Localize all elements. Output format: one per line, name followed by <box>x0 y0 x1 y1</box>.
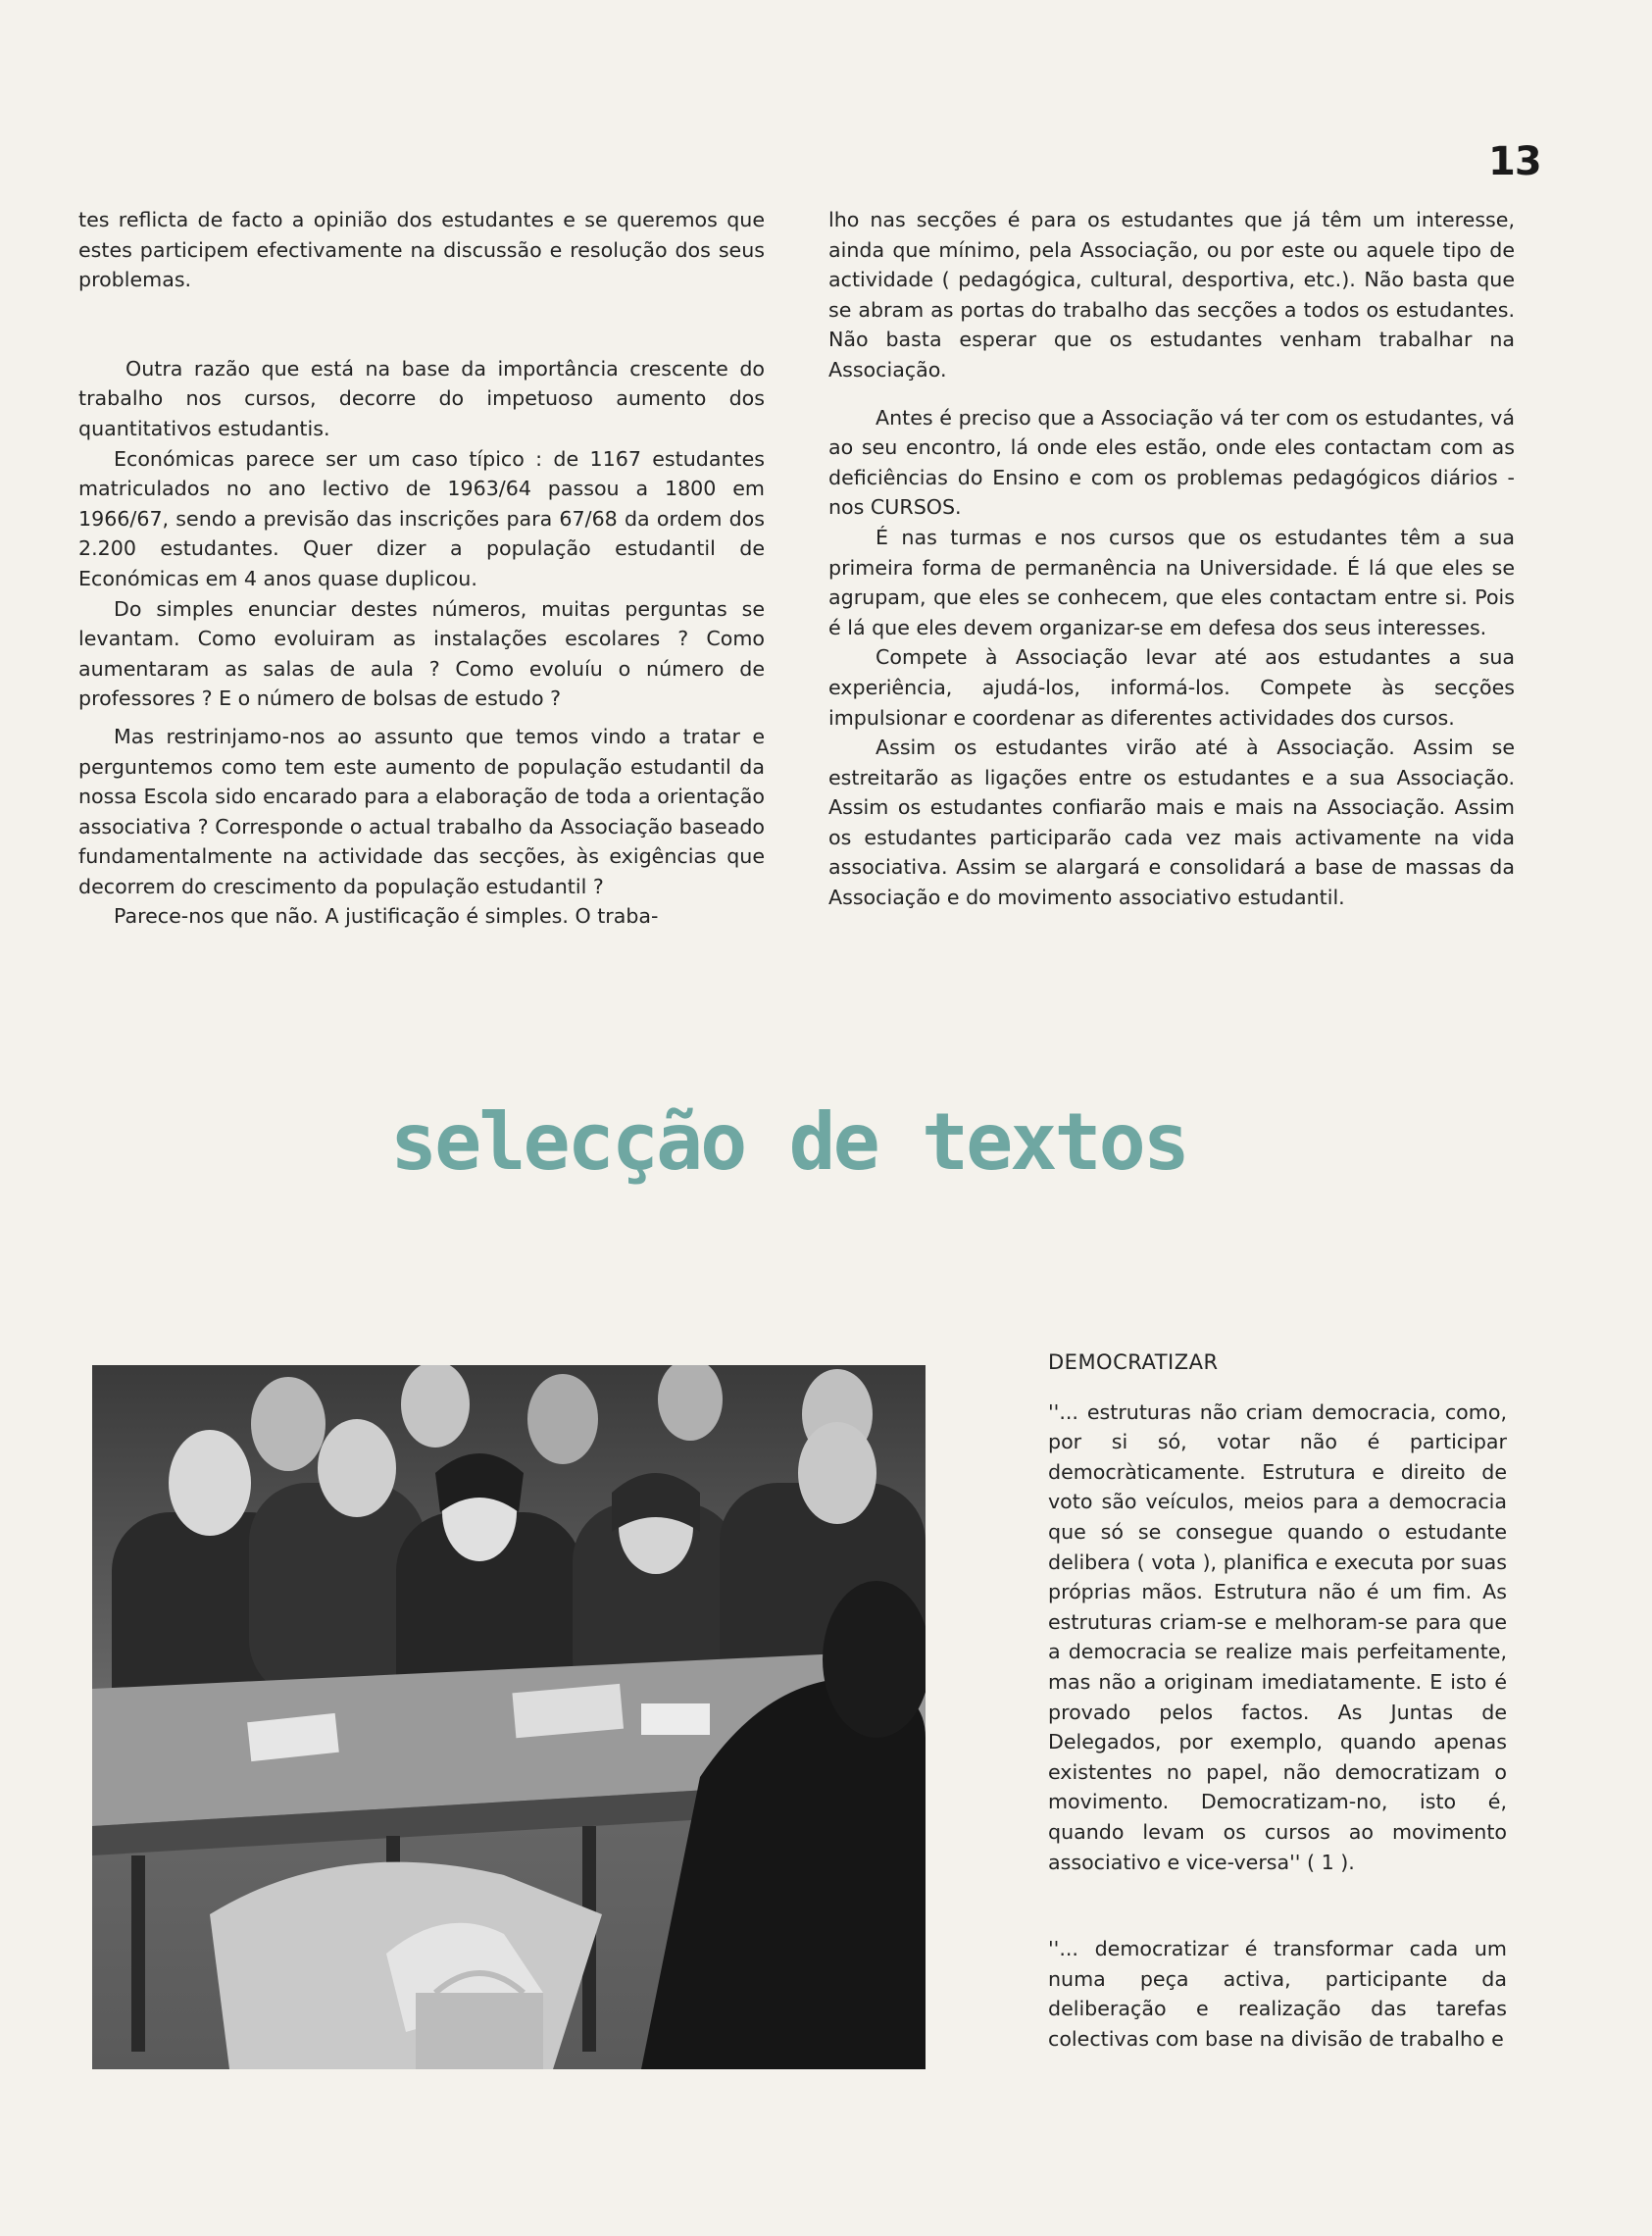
left-paragraph-3: Económicas parece ser um caso típico : de 1167 estudantes matriculados no ano lectivo de 1963/64 passou a 1800 em 1966/67, sendo a previsão das inscrições para 67/68 da ordem dos 2.200 estudantes. Quer dizer a população estudantil de Económicas em 4 anos quase duplicou. <box>78 446 765 590</box>
left-paragraph-6: Parece-nos que não. A justificação é simples. O traba- <box>114 904 659 929</box>
left-paragraph-2: Outra razão que está na base da importância crescente do trabalho nos cursos, decorre do impetuoso aumento dos quantitativos estudantis. <box>78 356 765 440</box>
classroom-photo-illustration <box>92 1365 926 2069</box>
right-paragraph-5: Assim os estudantes virão até à Associação. Assim se estreitarão as ligações entre os estudantes e a sua Associação. Assim os estudantes confiarão mais e mais na Associação. Assim os estudantes participarão cada vez mais activamente na vida associativa. Assim se alargará e consolidará a base de massas da Associação e do movimento associativo estudantil. <box>828 736 1515 910</box>
democratizar-sidebar <box>1048 1347 1507 2054</box>
left-paragraph-4: Do simples enunciar destes números, muitas perguntas se levantam. Como evoluiram as instalações escolares ? Como aumentaram as salas de aula ? Como evoluíu o número de professores ? E o número de bolsas de estudo ? <box>78 596 765 711</box>
page-number: 13 <box>1488 139 1541 184</box>
sidebar-title: DEMOCRATIZAR <box>1048 1350 1219 1374</box>
right-column <box>828 205 1515 913</box>
right-paragraph-1: lho nas secções é para os estudantes que já têm um interesse, ainda que mínimo, pela Associação, ou por este ou aquele tipo de actividade ( pedagógica, cultural, desportiva, etc.). Não basta que se abram as portas do trabalho das secções a todos os estudantes. Não basta esperar que os estudantes venham trabalhar na Associação. <box>828 208 1515 381</box>
left-column <box>78 205 765 932</box>
section-headline: selecção de textos <box>390 1096 1187 1188</box>
right-paragraph-3: É nas turmas e nos cursos que os estudantes têm a sua primeira forma de permanência na Universidade. É lá que eles se agrupam, que eles se conhecem, que eles contactam entre si. Pois é lá que eles devem organizar-se em defesa dos seus interesses. <box>828 525 1515 639</box>
left-paragraph-1: tes reflicta de facto a opinião dos estudantes e se queremos que estes participem efectivamente na discussão e resolução dos seus problemas. <box>78 208 765 292</box>
left-paragraph-5: Mas restrinjamo-nos ao assunto que temos vindo a tratar e perguntemos como tem este aumento de população estudantil da nossa Escola sido encarado para a elaboração de toda a orientação associativa ? Corresponde o actual trabalho da Associação baseado fundamentalmente na actividade das secções, às exigências que decorrem do crescimento da população estudantil ? <box>78 724 765 898</box>
right-paragraph-2: Antes é preciso que a Associação vá ter com os estudantes, vá ao seu encontro, lá onde eles estão, onde eles contactam com as deficiências do Ensino e com os problemas pedagógicos diários - nos CURSOS. <box>828 405 1515 520</box>
sidebar-quote-2: ''... democratizar é transformar cada um numa peça activa, participante da deliberação e realização das tarefas colectivas com base na divisão de trabalho e <box>1048 1937 1507 2051</box>
classroom-photo <box>92 1365 926 2069</box>
sidebar-quote-1: ''... estruturas não criam democracia, como, por si só, votar não é participar democràticamente. Estrutura e direito de voto são veículos, meios para a democracia que só se consegue quando o estudante delibera ( vota ), planifica e executa por suas próprias mãos. Estrutura não é um fim. As estruturas criam-se e melhoram-se para que a democracia se realize mais perfeitamente, mas não a originam imediatamente. E isto é provado pelos factos. As Juntas de Delegados, por exemplo, quando apenas existentes no papel, não democratizam o movimento. Democratizam-no, isto é, quando levam os cursos ao movimento associativo e vice-versa'' ( 1 ). <box>1048 1399 1507 1874</box>
right-paragraph-4: Compete à Associação levar até aos estudantes a sua experiência, ajudá-los, informá-los. Compete às secções impulsionar e coordenar as diferentes actividades dos cursos. <box>828 645 1515 730</box>
